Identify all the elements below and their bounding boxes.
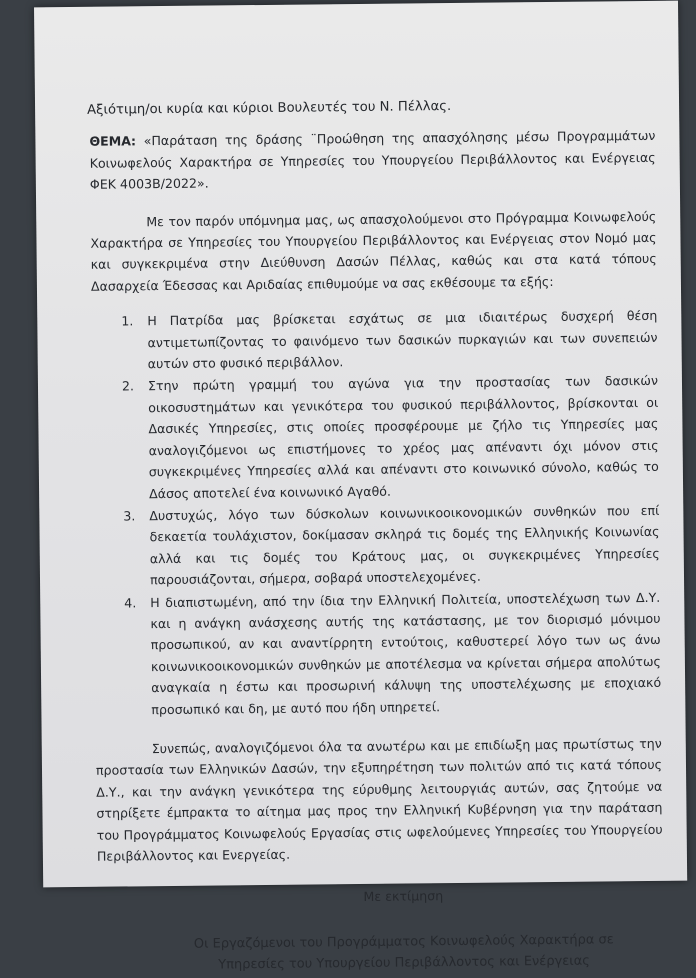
- list-item-number: 1.: [121, 313, 134, 329]
- conclusion-paragraph: Συνεπώς, αναλογιζόμενοι όλα τα ανωτέρω και με επιδίωξη μας πρωτίστως την προστασία των Ελληνικών Δασών, την εξυπηρέτηση των πολιτών από τις κατά τόπους Δ.Υ., και την ανάγκη γενικότερα της εύρυθμης λειτουργιάς αυτών, σας ζητούμε να στηρίξετε έμπρακτα το αίτημα μας προς την Ελληνική Κυβέρνηση για την παράταση του Προγράμματος Κοινωφελούς Εργασίας στις ωφελούμενες Υπηρεσίες του Υπουργείου Περιβάλλοντος και Ενεργείας.: [95, 735, 663, 864]
- signoff: Με εκτίμηση: [363, 888, 444, 905]
- list-item-text: Δυστυχώς, λόγο των δύσκολων κοινωνικοοικονομικών συνθηκών που επί δεκαετία τουλάχιστον, δοκίμασαν σκληρά τις δομές της Ελληνικής Κοινωνίας αλλά και τις δομές του Κράτους μας, οι συγκεκριμένες Υπηρεσίες παρουσιάζονται, σήμερα, σοβαρά υποστελεχομένες.: [149, 502, 660, 588]
- subject: [89, 125, 656, 195]
- list-item-text: Η Πατρίδα μας βρίσκεται εσχάτως σε μια ιδιαιτέρως δυσχερή θέση αντιμετωπίζοντας το φαινόμενο των δασικών πυρκαγιών και των συνεπειών αυτών στο φυσικό περιβάλλον.: [147, 308, 658, 372]
- list-item: [93, 500, 660, 592]
- letter-body: [89, 94, 664, 978]
- list-item: [92, 370, 659, 504]
- list-item: [91, 305, 658, 375]
- list-item-text: Η διαπιστωμένη, από την ίδια την Ελληνική Πολιτεία, υποστελέχωση των Δ.Υ. και η ανάγκη ανάσχεσης αυτής της κατάστασης, με τον διορισμό μόνιμου προσωπικού, αν και αναντίρρητη εντούτοις, καθυστερεί λόγο των ως άνω κοινωνικοοικονομικών συνθηκών με αποτέλεσμα να κρίνεται σήμερα απολύτως αναγκαία η έστω και προσωρινή κάλυψη της υποστελέχωσης με εποχιακό προσωπικό και δη, με αυτό που ήδη υπηρετεί.: [150, 589, 662, 717]
- numbered-points: [91, 305, 661, 721]
- list-item-text: Στην πρώτη γραμμή του αγώνα για την προστασίας των δασικών οικοσυστημάτων και γενικότερα του φυσικού περιβάλλοντος, βρίσκονται οι Δασικές Υπηρεσίες, στις οποίες προσφέρουμε με ζήλο τις Υπηρεσίες μας αναλογιζόμενοι ως επιστήμονες το χρέος μας απέναντι όχι μόνον στις συγκεκριμένες Υπηρεσίες αλλά και απέναντι στο κοινωνικό σύνολο, καθώς το Δάσος αποτελεί ένα κοινωνικό Αγαθό.: [147, 373, 659, 501]
- letter-page: [34, 1, 687, 973]
- subject-label: ΘΕΜΑ:: [89, 133, 137, 150]
- subject-text: «Παράταση της δράσης ¨Προώθηση της απασχόλησης μέσω Προγραμμάτων Κοινωφελούς Χαρακτήρα σε Υπηρεσίες του Υπουργείου Περιβάλλοντος και Ενέργειας ΦΕΚ 4003Β/2022».: [89, 128, 656, 193]
- salutation: Αξιότιμη/οι κυρία και κύριοι Βουλευτές του Ν. Πέλλας.: [87, 99, 452, 118]
- intro-paragraph: Με τον παρόν υπόμνημα μας, ως απασχολούμενοι στο Πρόγραμμα Κοινωφελούς Χαρακτήρα σε Υπηρεσίες του Υπουργείου Περιβάλλοντος και Ενέργειας στον Νομό μας και συγκεκριμένα στην Διεύθυνση Δασών Πέλλας, καθώς και στα κατά τόπους Δασαρχεία Έδεσσας και Αριδαίας επιθυμούμε να σας εκθέσουμε τα εξής:: [90, 208, 657, 294]
- list-item-number: 2.: [121, 378, 135, 394]
- list-item: [94, 586, 661, 720]
- signature-line-2: Υπηρεσίες του Υπουργείου Περιβάλλοντος και Ενέργειας: [218, 953, 590, 973]
- list-item-number: 4.: [124, 594, 137, 610]
- signature-line-1: Οι Εργαζόμενοι του Προγράμματος Κοινωφελούς Χαρακτήρα σε: [193, 932, 614, 952]
- list-item-number: 3.: [123, 508, 136, 524]
- closing-block: [143, 883, 664, 977]
